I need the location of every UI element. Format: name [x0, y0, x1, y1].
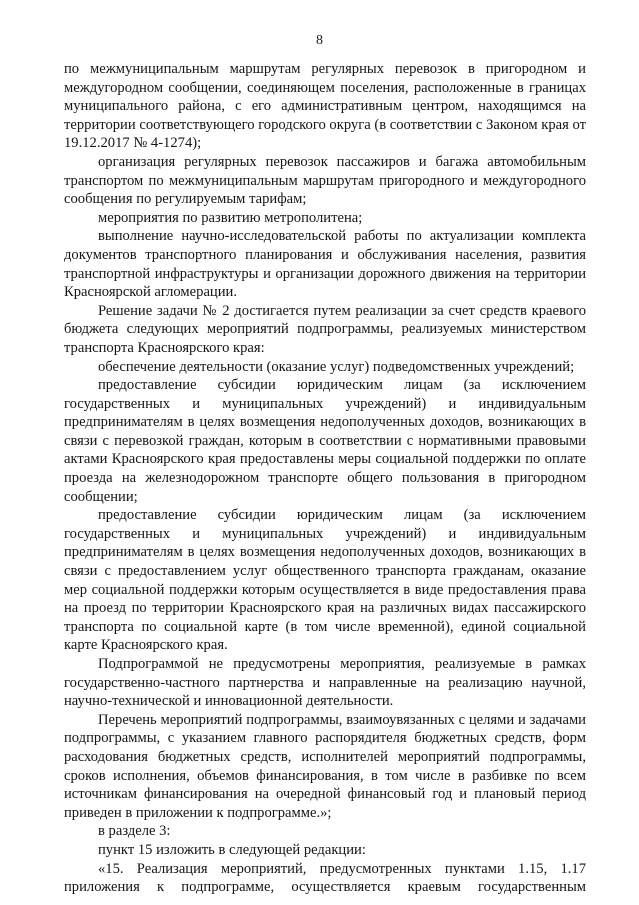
paragraph: Подпрограммой не предусмотрены мероприятия, реализуемые в рамках государственно-частного партнерства и направленные на реализацию научной, научно-технической и инновационной деятельности. [64, 656, 586, 710]
page-number: 8 [316, 33, 323, 48]
paragraph: организация регулярных перевозок пассажиров и багажа автомобильным транспортом по межмуниципальным маршрутам пригородного и междугородного сообщения по регулируемым тарифам; [64, 153, 586, 208]
paragraph: Решение задачи № 2 достигается путем реализации за счет средств краевого бюджета следующих мероприятий подпрограммы, реализуемых министерством транспорта Красноярского края: [64, 302, 586, 356]
paragraph: обеспечение деятельности (оказание услуг) подведомственных учреждений; [98, 358, 575, 375]
paragraph: мероприятия по развитию метрополитена; [98, 209, 363, 226]
paragraph: предоставление субсидии юридическим лицам (за исключением государственных и муниципальных учреждений) и индивидуальным предпринимателям в целях возмещения недополученных доходов, возникающих в связи с предоставлением услуг общественного транспорта гражданам, оказание мер социальной поддержки которым осуществляется в виде предоставления права на проезд по территории Красноярского края на различных видах пассажирского транспорта по социальной карте (в том числе временной), единой социальной карте Красноярского края. [64, 507, 586, 654]
document-body [64, 60, 586, 897]
paragraph: выполнение научно-исследовательской работы по актуализации комплекта документов транспортного планирования и обслуживания населения, развития транспортной инфраструктуры и организации дорожного движения на территории Красноярской агломерации. [64, 228, 586, 301]
paragraph: в разделе 3: [98, 823, 171, 840]
paragraph: пункт 15 изложить в следующей редакции: [98, 841, 366, 858]
paragraph: Перечень мероприятий подпрограммы, взаимоувязанных с целями и задачами подпрограммы, с указанием главного распорядителя бюджетных средств, форм расходования бюджетных средств, исполнителей мероприятий подпрограммы, сроков исполнения, объемов финансирования, в том числе в разбивке по всем источникам финансирования на очередной финансовый год и плановый период приведен в приложении к подпрограмме.»; [64, 711, 586, 821]
paragraph: по межмуниципальным маршрутам регулярных перевозок в пригородном и междугородном сообщении, соединяющем поселения, расположенные в границах муниципального района, с его административным центром, находящимся на территории соответствующего городского округа (в соответствии с Законом края от 19.12.2017 № 4-1274); [64, 61, 586, 152]
paragraph: предоставление субсидии юридическим лицам (за исключением государственных и муниципальных учреждений) и индивидуальным предпринимателям в целях возмещения недополученных доходов, возникающих в связи с перевозкой граждан, которым в соответствии с нормативными правовыми актами Красноярского края предоставлены меры социальной поддержки по оплате проезда на железнодорожном транспорте общего пользования в пригородном сообщении; [64, 377, 586, 505]
paragraph: «15. Реализация мероприятий, предусмотренных пунктами 1.15, 1.17 приложения к подпрограмме, осуществляется краевым государственным [64, 860, 586, 896]
